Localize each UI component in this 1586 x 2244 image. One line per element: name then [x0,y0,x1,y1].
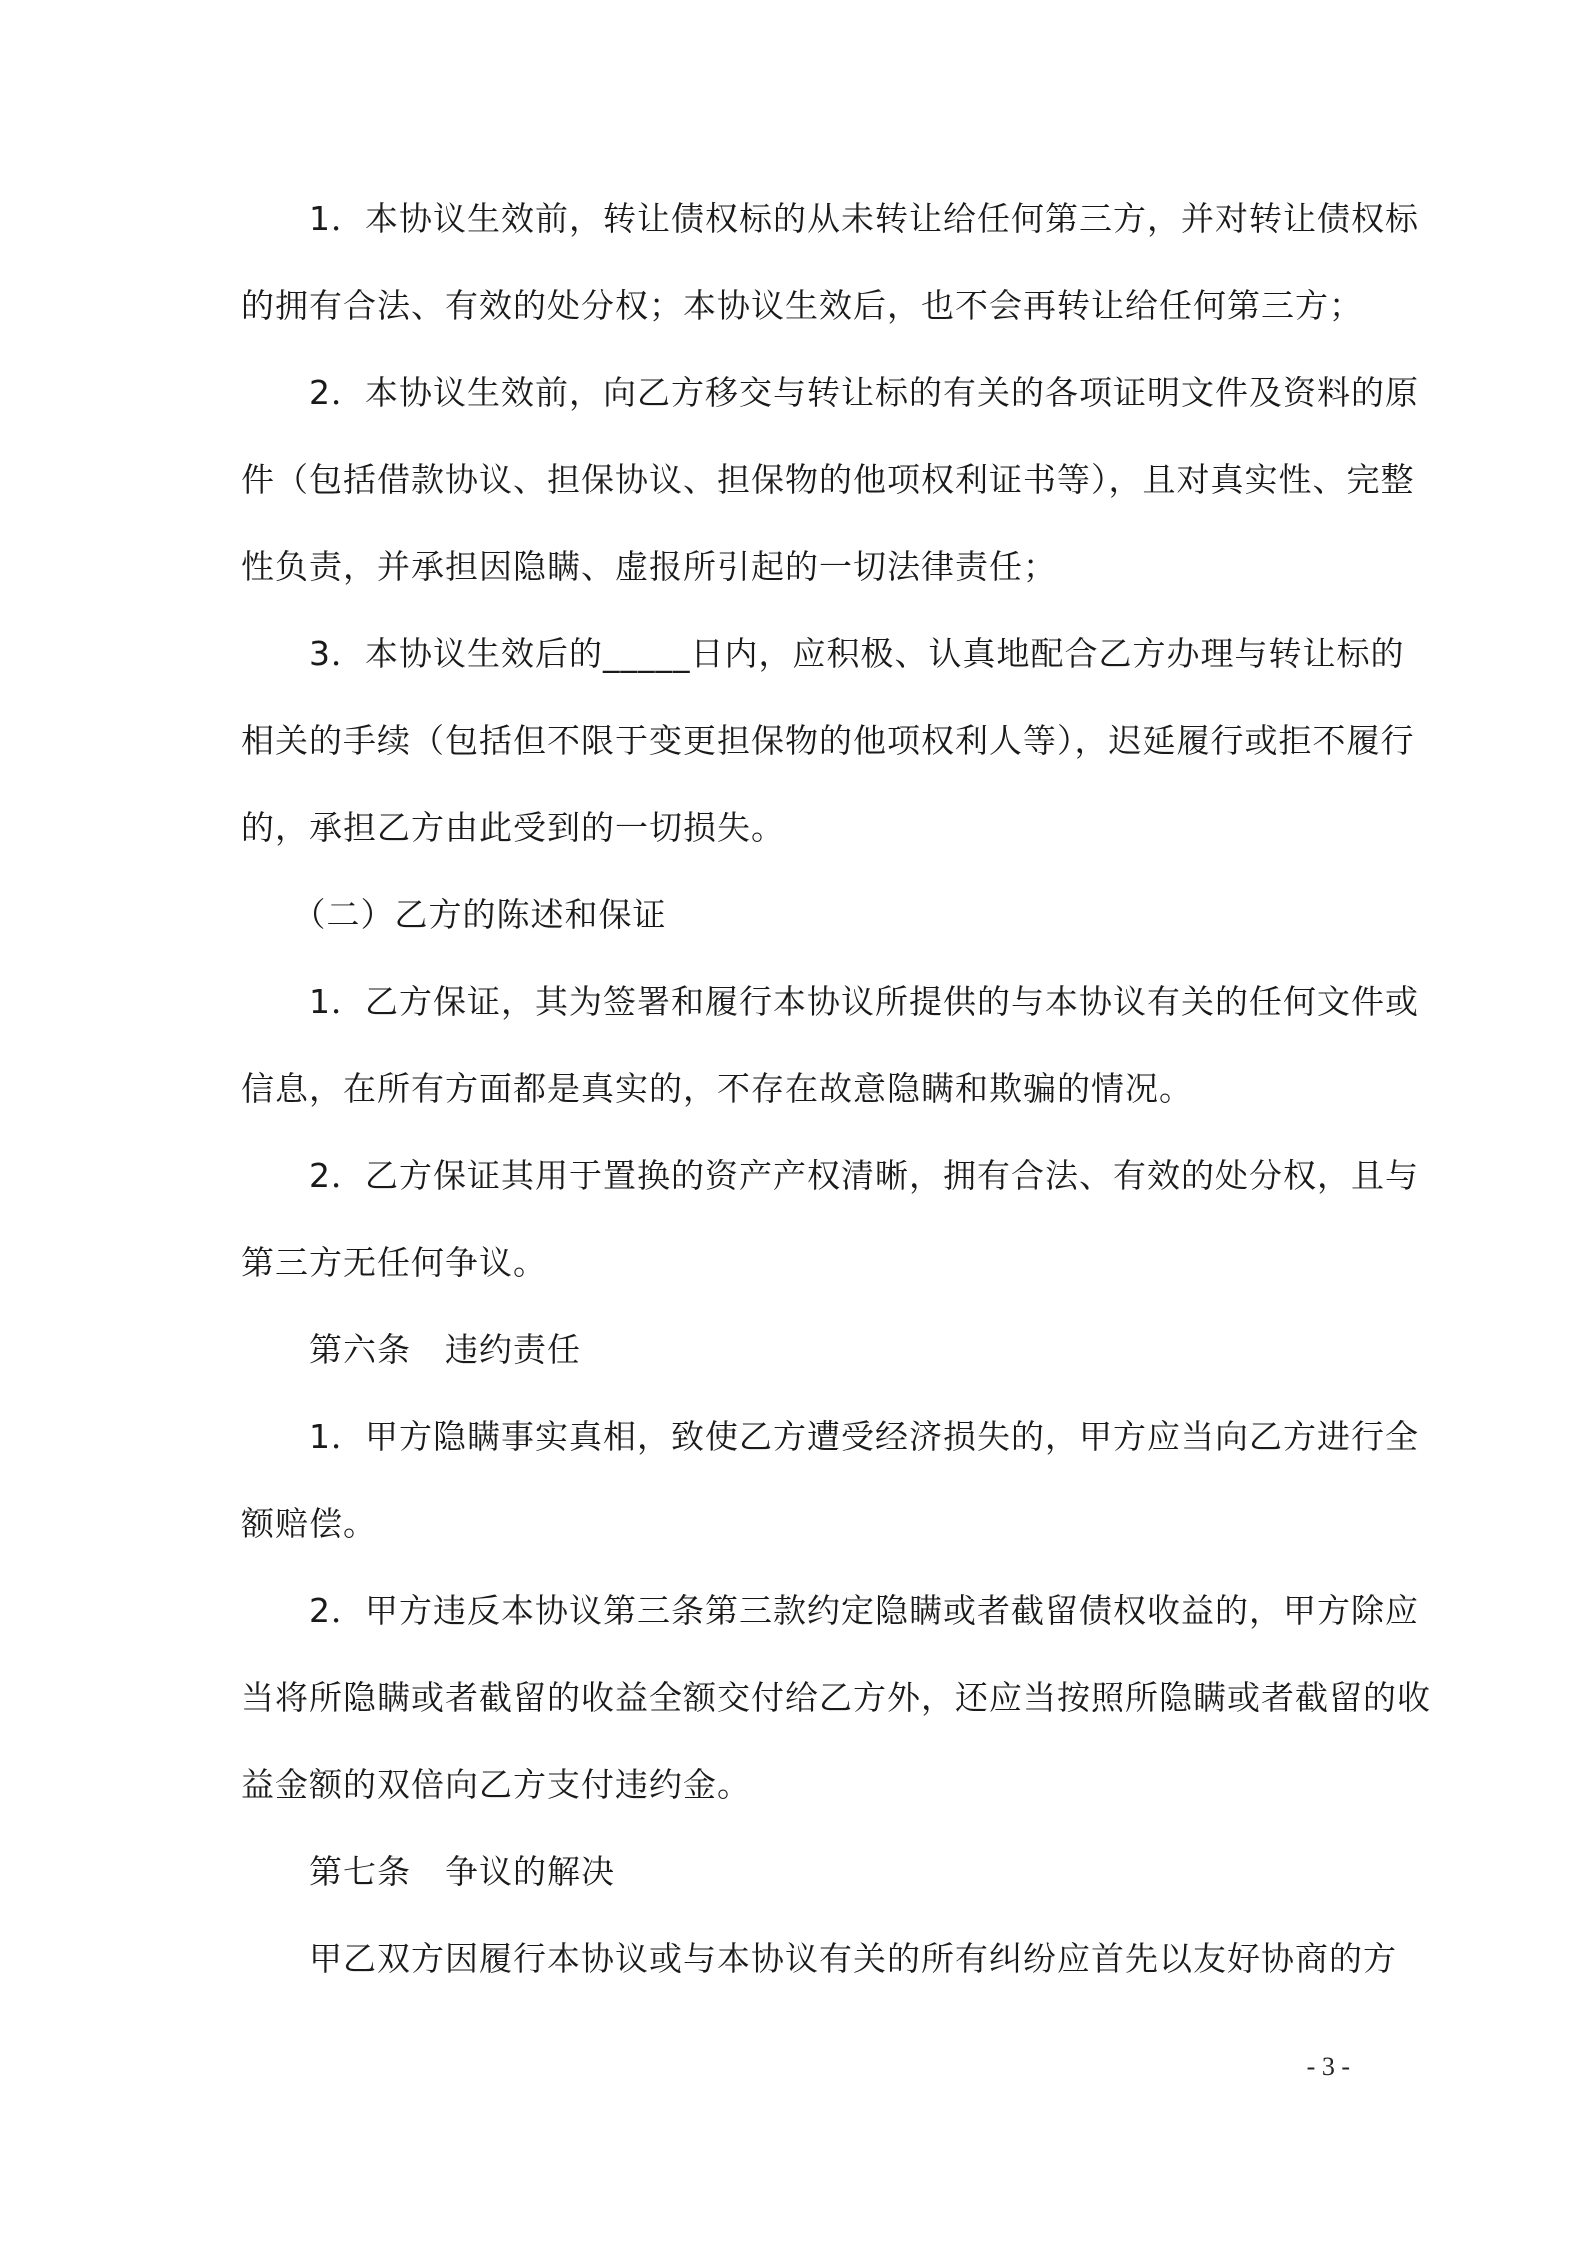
text-line: 3．本协议生效后的_____日内，应积极、认真地配合乙方办理与转让标的 [241,634,1405,673]
text-line: 相关的手续（包括但不限于变更担保物的他项权利人等），迟延履行或拒不履行 [241,721,1415,760]
text-line: 2．甲方违反本协议第三条第三款约定隐瞒或者截留债权收益的，甲方除应 [241,1591,1419,1630]
text-line: 1．甲方隐瞒事实真相，致使乙方遭受经济损失的，甲方应当向乙方进行全 [241,1417,1419,1456]
text-line: 益金额的双倍向乙方支付违约金。 [241,1765,751,1804]
text-line: 信息，在所有方面都是真实的，不存在故意隐瞒和欺骗的情况。 [241,1069,1193,1108]
text-line: 额赔偿。 [241,1504,377,1543]
text-line: 1．本协议生效前，转让债权标的从未转让给任何第三方，并对转让债权标 [241,199,1419,238]
text-line: 当将所隐瞒或者截留的收益全额交付给乙方外，还应当按照所隐瞒或者截留的收 [241,1678,1431,1717]
section-heading: （二）乙方的陈述和保证 [241,895,667,934]
article-heading: 第七条 争议的解决 [241,1852,615,1891]
text-line: 的拥有合法、有效的处分权；本协议生效后，也不会再转让给任何第三方； [241,286,1363,325]
text-line: 件（包括借款协议、担保协议、担保物的他项权利证书等），且对真实性、完整 [241,460,1415,499]
text-line: 2．乙方保证其用于置换的资产产权清晰，拥有合法、有效的处分权，且与 [241,1156,1419,1195]
text-line: 1．乙方保证，其为签署和履行本协议所提供的与本协议有关的任何文件或 [241,982,1419,1021]
article-heading: 第六条 违约责任 [241,1330,581,1369]
text-line: 的，承担乙方由此受到的一切损失。 [241,808,785,847]
text-line: 甲乙双方因履行本协议或与本协议有关的所有纠纷应首先以友好协商的方 [241,1939,1397,1978]
text-line: 第三方无任何争议。 [241,1243,547,1282]
text-line: 2．本协议生效前，向乙方移交与转让标的有关的各项证明文件及资料的原 [241,373,1419,412]
text-line: 性负责，并承担因隐瞒、虚报所引起的一切法律责任； [241,547,1057,586]
page-number: - 3 - [1306,2052,1350,2081]
